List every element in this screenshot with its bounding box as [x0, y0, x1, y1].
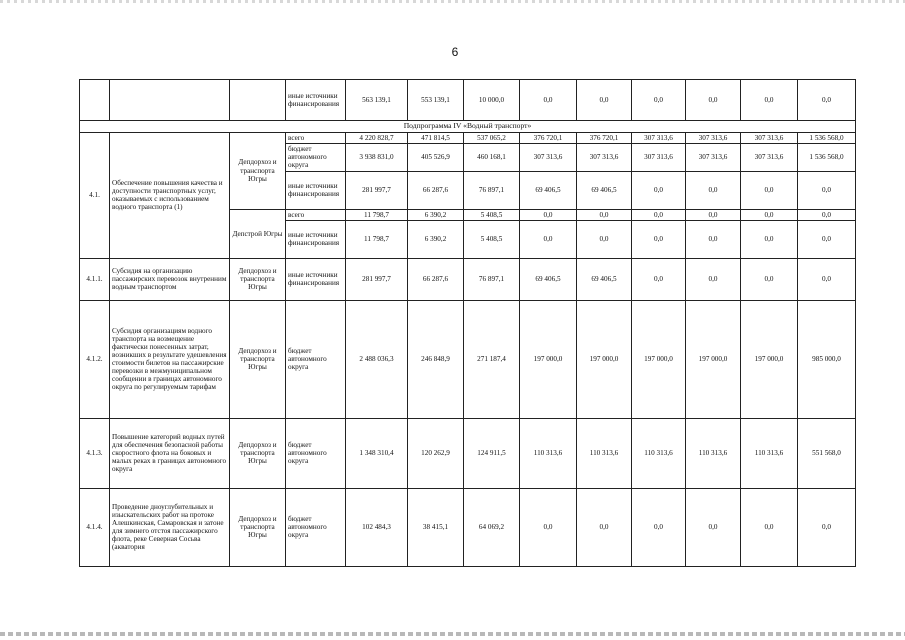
value-cell: 11 798,7: [346, 220, 408, 258]
value-cell: 0,0: [741, 171, 798, 209]
value-cell: 0,0: [741, 209, 798, 220]
name-cell: [110, 80, 230, 121]
value-cell: 0,0: [632, 80, 686, 121]
scan-edge-top: [0, 0, 905, 3]
budget-table: [79, 79, 856, 567]
value-cell: 0,0: [686, 209, 741, 220]
item-code: 4.1.3.: [80, 418, 110, 488]
source-cell: бюджет автономного округа: [286, 488, 346, 566]
executor-cell: [230, 80, 286, 121]
source-cell: иные источники финансирования: [286, 171, 346, 209]
value-cell: 197 000,0: [686, 300, 741, 418]
value-cell: 197 000,0: [632, 300, 686, 418]
value-cell: 38 415,1: [408, 488, 464, 566]
value-cell: 3 938 831,0: [346, 143, 408, 171]
value-cell: 11 798,7: [346, 209, 408, 220]
source-cell: иные источники финансирования: [286, 220, 346, 258]
value-cell: 69 406,5: [577, 258, 632, 300]
value-cell: 0,0: [520, 488, 577, 566]
subprogram-title: Подпрограмма IV «Водный транспорт»: [80, 121, 856, 133]
executor-cell: Депдорхоз и транспорта Югры: [230, 418, 286, 488]
value-cell: 69 406,5: [520, 171, 577, 209]
value-cell: 0,0: [632, 258, 686, 300]
value-cell: 4 220 828,7: [346, 132, 408, 143]
value-cell: 6 390,2: [408, 209, 464, 220]
item-name: Обеспечение повышения качества и доступности транспортных услуг, оказываемых с использованием водного транспорта (1): [110, 132, 230, 258]
value-cell: 246 848,9: [408, 300, 464, 418]
value-cell: 0,0: [798, 209, 856, 220]
value-cell: 197 000,0: [741, 300, 798, 418]
value-cell: 0,0: [577, 209, 632, 220]
table-row: [80, 300, 856, 418]
value-cell: 307 313,6: [686, 143, 741, 171]
value-cell: 0,0: [632, 209, 686, 220]
value-cell: 553 139,1: [408, 80, 464, 121]
value-cell: 0,0: [686, 171, 741, 209]
item-name: Субсидия организациям водного транспорта на возмещение фактически понесенных затрат, возникших в результате удешевления стоимости билетов на пассажирские перевозки в межмуниципальном сообщении в границах автономного округа по регулируемым тарифам: [110, 300, 230, 418]
code-cell: [80, 80, 110, 121]
value-cell: 102 484,3: [346, 488, 408, 566]
item-name: Повышение категорий водных путей для обеспечения безопасной работы скоростного флота на боковых и малых реках в границах автономного округа: [110, 418, 230, 488]
source-cell: бюджет автономного округа: [286, 418, 346, 488]
value-cell: 120 262,9: [408, 418, 464, 488]
table-row: [80, 258, 856, 300]
item-name: Проведение дноуглубительных и изыскательских работ на протоке Алешкинская, Самаровская и затоне для зимнего отстоя пассажирского флота, реке Северная Сосьва (акватория: [110, 488, 230, 566]
table-row: [80, 80, 856, 121]
value-cell: 0,0: [520, 220, 577, 258]
value-cell: 110 313,6: [686, 418, 741, 488]
value-cell: 551 568,0: [798, 418, 856, 488]
scan-edge-bottom: [0, 632, 905, 636]
value-cell: 307 313,6: [741, 132, 798, 143]
source-cell: всего: [286, 209, 346, 220]
table-row: [80, 132, 856, 143]
value-cell: 0,0: [686, 258, 741, 300]
value-cell: 307 313,6: [632, 143, 686, 171]
value-cell: 197 000,0: [577, 300, 632, 418]
source-cell: бюджет автономного округа: [286, 143, 346, 171]
value-cell: 0,0: [632, 488, 686, 566]
item-code: 4.1.: [80, 132, 110, 258]
value-cell: 0,0: [577, 80, 632, 121]
value-cell: 197 000,0: [520, 300, 577, 418]
page-number: 6: [451, 45, 459, 59]
item-code: 4.1.2.: [80, 300, 110, 418]
value-cell: 0,0: [577, 488, 632, 566]
value-cell: 110 313,6: [741, 418, 798, 488]
value-cell: 0,0: [798, 258, 856, 300]
value-cell: 5 408,5: [464, 220, 520, 258]
executor-cell: Депдорхоз и транспорта Югры: [230, 300, 286, 418]
item-name: Субсидия на организацию пассажирских перевозок внутренним водным транспортом: [110, 258, 230, 300]
value-cell: 110 313,6: [632, 418, 686, 488]
value-cell: 460 168,1: [464, 143, 520, 171]
value-cell: 0,0: [520, 80, 577, 121]
value-cell: 376 720,1: [520, 132, 577, 143]
value-cell: 537 065,2: [464, 132, 520, 143]
value-cell: 1 536 568,0: [798, 143, 856, 171]
value-cell: 307 313,6: [520, 143, 577, 171]
executor-cell: Депстрой Югры: [230, 209, 286, 258]
executor-cell: Депдорхоз и транспорта Югры: [230, 488, 286, 566]
value-cell: 307 313,6: [577, 143, 632, 171]
value-cell: 0,0: [741, 488, 798, 566]
value-cell: 0,0: [798, 171, 856, 209]
value-cell: 76 897,1: [464, 171, 520, 209]
value-cell: 0,0: [741, 258, 798, 300]
source-cell: иные источники финансирования: [286, 258, 346, 300]
value-cell: 69 406,5: [520, 258, 577, 300]
source-cell: бюджет автономного округа: [286, 300, 346, 418]
value-cell: 124 911,5: [464, 418, 520, 488]
value-cell: 376 720,1: [577, 132, 632, 143]
value-cell: 405 526,9: [408, 143, 464, 171]
value-cell: 0,0: [632, 171, 686, 209]
executor-cell: Депдорхоз и транспорта Югры: [230, 132, 286, 209]
value-cell: 1 348 310,4: [346, 418, 408, 488]
value-cell: 307 313,6: [686, 132, 741, 143]
source-cell: всего: [286, 132, 346, 143]
value-cell: 0,0: [741, 80, 798, 121]
value-cell: 281 997,7: [346, 258, 408, 300]
value-cell: 0,0: [632, 220, 686, 258]
item-code: 4.1.4.: [80, 488, 110, 566]
table-row: [80, 418, 856, 488]
value-cell: 66 287,6: [408, 171, 464, 209]
value-cell: 0,0: [798, 80, 856, 121]
value-cell: 563 139,1: [346, 80, 408, 121]
executor-cell: Депдорхоз и транспорта Югры: [230, 258, 286, 300]
value-cell: 110 313,6: [520, 418, 577, 488]
value-cell: 281 997,7: [346, 171, 408, 209]
value-cell: 6 390,2: [408, 220, 464, 258]
value-cell: 0,0: [798, 220, 856, 258]
source-cell: иные источники финансирования: [286, 80, 346, 121]
subprogram-row: [80, 121, 856, 133]
value-cell: 66 287,6: [408, 258, 464, 300]
value-cell: 985 000,0: [798, 300, 856, 418]
value-cell: 1 536 568,0: [798, 132, 856, 143]
value-cell: 0,0: [577, 220, 632, 258]
value-cell: 0,0: [798, 488, 856, 566]
value-cell: 69 406,5: [577, 171, 632, 209]
value-cell: 471 814,5: [408, 132, 464, 143]
value-cell: 2 488 036,3: [346, 300, 408, 418]
value-cell: 64 069,2: [464, 488, 520, 566]
value-cell: 0,0: [686, 80, 741, 121]
value-cell: 0,0: [686, 488, 741, 566]
table-row: [80, 488, 856, 566]
item-code: 4.1.1.: [80, 258, 110, 300]
value-cell: 307 313,6: [632, 132, 686, 143]
value-cell: 5 408,5: [464, 209, 520, 220]
value-cell: 0,0: [686, 220, 741, 258]
value-cell: 10 000,0: [464, 80, 520, 121]
value-cell: 110 313,6: [577, 418, 632, 488]
value-cell: 0,0: [520, 209, 577, 220]
value-cell: 271 187,4: [464, 300, 520, 418]
value-cell: 0,0: [741, 220, 798, 258]
value-cell: 76 897,1: [464, 258, 520, 300]
value-cell: 307 313,6: [741, 143, 798, 171]
